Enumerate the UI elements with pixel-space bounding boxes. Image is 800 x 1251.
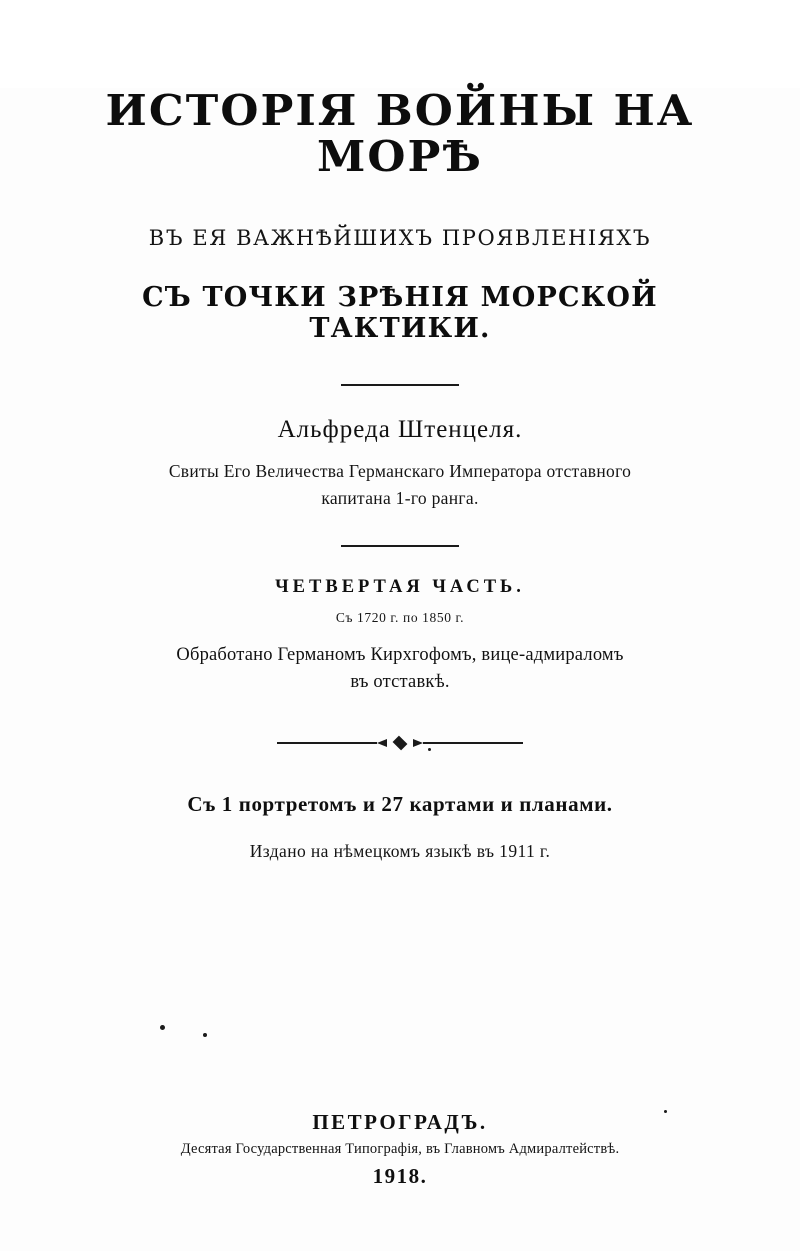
author-description-line-1: Свиты Его Величества Германскаго Императора отставного — [168, 461, 632, 482]
page-subtitle-1: ВЪ ЕЯ ВАЖНѢЙШИХЪ ПРОЯВЛЕНІЯХЪ — [148, 226, 652, 251]
author-name: Альфреда Штенцеля. — [277, 416, 523, 444]
ornament-arrow-left-icon — [377, 739, 387, 747]
title-page — [0, 88, 800, 1251]
editor-credit-line-1: Обработано Германомъ Кирхгофомъ, вице-адмираломъ — [176, 644, 624, 665]
part-date-range: Съ 1720 г. по 1850 г. — [335, 609, 465, 625]
ornament-bar-right — [423, 742, 523, 744]
ink-speck-icon — [428, 748, 431, 751]
ornament-diamond-icon — [393, 735, 408, 750]
imprint-printer: Десятая Государственная Типографія, въ Главномъ Адмиралтействѣ. — [180, 1141, 620, 1157]
ink-speck-icon — [160, 1025, 165, 1030]
divider-rule-2 — [341, 545, 459, 547]
ink-speck-icon — [203, 1033, 207, 1037]
imprint-city: ПЕТРОГРАДЪ. — [312, 1110, 488, 1134]
imprint-year: 1918. — [372, 1164, 428, 1188]
illustrations-note: Съ 1 портретомъ и 27 картами и планами. — [187, 791, 613, 816]
part-label: ЧЕТВЕРТАЯ ЧАСТЬ. — [275, 576, 525, 597]
author-description-line-2: капитана 1-го ранга. — [321, 487, 479, 508]
ornament-bar-left — [277, 742, 377, 744]
editor-credit — [60, 642, 740, 696]
imprint-block — [0, 1110, 800, 1189]
editor-credit-line-2: въ отставкѣ. — [350, 671, 450, 692]
page-subtitle-2: СЪ ТОЧКИ ЗРѢНІЯ МОРСКОЙ ТАКТИКИ. — [142, 282, 658, 345]
divider-rule-1 — [341, 384, 459, 386]
ornamental-divider — [277, 736, 523, 750]
page-title: ИСТОРІЯ ВОЙНЫ НА МОРѢ — [105, 86, 695, 182]
ornament-arrow-right-icon — [413, 739, 423, 747]
original-edition-note: Издано на нѣмецкомъ языкѣ въ 1911 г. — [249, 840, 551, 861]
author-description — [60, 458, 740, 511]
